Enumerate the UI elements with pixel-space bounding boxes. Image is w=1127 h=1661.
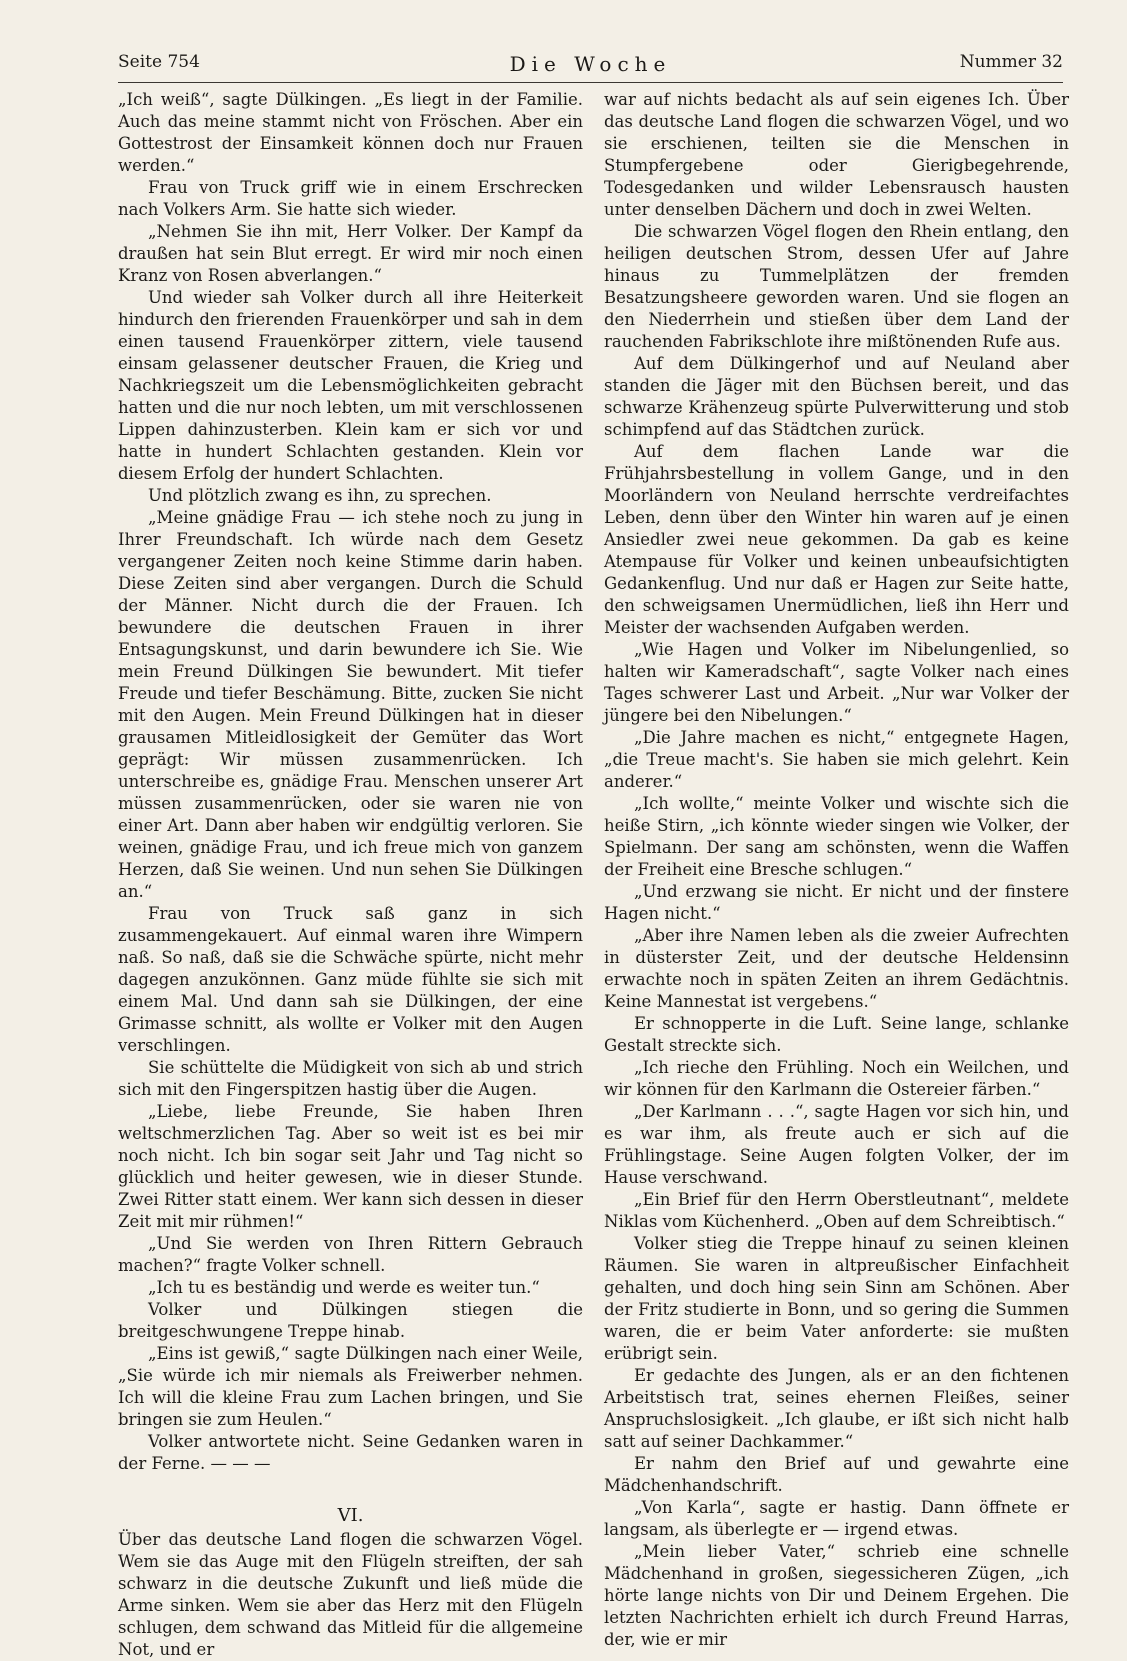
paragraph: Und wieder sah Volker durch all ihre Heiterkeit hindurch den frierenden Frauenkörper und sah in dem einen tausend Frauenkörper zittern, viele tausend einsam gelassener deutscher Frauen, die Krieg und Nachkriegszeit um die Lebensmöglichkeiten gebracht hatten und die nur noch lebten, um mit verschlossenen Lippen dahinzusterben. Klein kam er sich vor und hatte in hundert Schlachten gestanden. Klein vor diesem Erfolg der hundert Schlachten. xyxy=(118,288,583,483)
paragraph: „Ich tu es beständig und werde es weiter tun.“ xyxy=(148,1278,540,1297)
paragraph: Er schnopperte in die Luft. Seine lange, schlanke Gestalt streckte sich. xyxy=(604,1014,1069,1055)
paragraph: Auf dem flachen Lande war die Frühjahrsbestellung in vollem Gange, und in den Moorländern von Neuland herrschte verdreifachtes Leben, denn über den Winter hin waren auf je einen Ansiedler zwei neue gekommen. Da gab es keine Atempause für Volker und keinen unbeaufsichtigten Gedankenflug. Und nur daß er Hagen zur Seite hatte, den schweigsamen Unermüdlichen, ließ ihn Herr und Meister der wachsenden Aufgaben werden. xyxy=(604,442,1069,637)
section-number: VI. xyxy=(337,1505,364,1526)
paragraph: Volker antwortete nicht. Seine Gedanken waren in der Ferne. — — — xyxy=(118,1432,583,1473)
paragraph: Frau von Truck saß ganz in sich zusammengekauert. Auf einmal waren ihre Wimpern naß. So naß, daß sie die Schwäche spürte, nicht mehr dagegen anzukönnen. Ganz müde fühlte sie sich mit einem Mal. Und dann sah sie Dülkingen, der eine Grimasse schnitt, als wollte er Volker mit den Augen verschlingen. xyxy=(118,904,583,1055)
header-rule xyxy=(118,82,1063,83)
paragraph: „Meine gnädige Frau — ich stehe noch zu jung in Ihrer Freundschaft. Ich würde nach dem Gesetz vergangener Zeiten noch keine Stimme darin haben. Diese Zeiten sind aber vergangen. Durch die Schuld der Männer. Nicht durch die der Frauen. Ich bewundere die deutschen Frauen in ihrer Entsagungskunst, und darin bewundere ich Sie. Wie mein Freund Dülkingen Sie bewundert. Mit tiefer Freude und tiefer Beschämung. Bitte, zucken Sie nicht mit den Augen. Mein Freund Dülkingen hat in dieser grausamen Mitleidlosigkeit der Gemüter das Wort geprägt: Wir müssen zusammenrücken. Ich unterschreibe es, gnädige Frau. Menschen unserer Art müssen zusammenrücken, oder sie waren nie von einer Art. Dann aber haben wir endgültig verloren. Sie weinen, gnädige Frau, und ich freue mich von ganzem Herzen, daß Sie weinen. Und nun sehen Sie Dülkingen an.“ xyxy=(118,508,583,901)
paragraph: „Mein lieber Vater,“ schrieb eine schnelle Mädchenhand in großen, siegessicheren Zügen, „ich hörte lange nichts von Dir und Deinem Ergehen. Die letzten Nachrichten erhielt ich durch Freund Harras, der, wie er mir xyxy=(604,1542,1069,1649)
paragraph: „Eins ist gewiß,“ sagte Dülkingen nach einer Weile, „Sie würde ich mir niemals als Freiwerber nehmen. Ich will die kleine Frau zum Lachen bringen, und Sie bringen sie zum Heulen.“ xyxy=(118,1344,583,1429)
left-column xyxy=(118,89,583,1661)
page-number: Seite 754 xyxy=(118,52,200,72)
paragraph: „Von Karla“, sagte er hastig. Dann öffnete er langsam, als überlegte er — irgend etwas. xyxy=(604,1498,1069,1539)
page-header xyxy=(118,52,1063,76)
paragraph: Volker stieg die Treppe hinauf zu seinen kleinen Räumen. Sie waren in altpreußischer Einfachheit gehalten, und doch hing sein Sinn am Schönen. Aber der Fritz studierte in Bonn, und so gering die Summen waren, die er beim Vater anforderte: sie mußten erübrigt sein. xyxy=(604,1234,1069,1363)
paragraph: „Der Karlmann . . .“, sagte Hagen vor sich hin, und es war ihm, als freute auch er sich auf die Frühlingstage. Seine Augen folgten Volker, der im Hause verschwand. xyxy=(604,1102,1069,1187)
paragraph: Auf dem Dülkingerhof und auf Neuland aber standen die Jäger mit den Büchsen bereit, und das schwarze Krähenzeug spürte Pulverwitterung und stob schimpfend auf das Städtchen zurück. xyxy=(604,354,1069,439)
paragraph: „Ich rieche den Frühling. Noch ein Weilchen, und wir können für den Karlmann die Ostereier färben.“ xyxy=(604,1058,1069,1099)
paragraph: „Ich weiß“, sagte Dülkingen. „Es liegt in der Familie. Auch das meine stammt nicht von Fröschen. Aber ein Gottestrost der Einsamkeit können doch nur Frauen werden.“ xyxy=(118,90,583,175)
paragraph: „Und Sie werden von Ihren Rittern Gebrauch machen?“ fragte Volker schnell. xyxy=(118,1234,583,1275)
paragraph: Er gedachte des Jungen, als er an den fichtenen Arbeitstisch trat, seines ehernen Fleißes, seiner Anspruchslosigkeit. „Ich glaube, er ißt sich nicht halb satt auf seiner Dachkammer.“ xyxy=(604,1366,1069,1451)
paragraph: „Liebe, liebe Freunde, Sie haben Ihren weltschmerzlichen Tag. Aber so weit ist es bei mir noch nicht. Ich bin sogar seit Jahr und Tag nicht so glücklich und heiter gewesen, wie in dieser Stunde. Zwei Ritter statt einem. Wer kann sich dessen in dieser Zeit mit mir rühmen!“ xyxy=(118,1102,583,1231)
paragraph: war auf nichts bedacht als auf sein eigenes Ich. Über das deutsche Land flogen die schwarzen Vögel, und wo sie erschienen, teilten sie die Menschen in Stumpfergebene oder Gierigbegehrende, Todesgedanken und wilder Lebensrausch hausten unter denselben Dächern und doch in zwei Welten. xyxy=(604,90,1069,219)
paragraph: Volker und Dülkingen stiegen die breitgeschwungene Treppe hinab. xyxy=(118,1300,583,1341)
paragraph: Und plötzlich zwang es ihn, zu sprechen. xyxy=(148,486,492,505)
paragraph: „Aber ihre Namen leben als die zweier Aufrechten in düsterster Zeit, und der deutsche Heldensinn erwachte noch in späten Zeiten an ihrem Gedächtnis. Keine Mannestat ist vergebens.“ xyxy=(604,926,1069,1011)
issue-number: Nummer 32 xyxy=(959,52,1063,72)
right-column xyxy=(604,89,1069,1651)
paragraph: Über das deutsche Land flogen die schwarzen Vögel. Wem sie das Auge mit den Flügeln streiften, der sah schwarz in die deutsche Zukunft und ließ müde die Arme sinken. Wem sie aber das Herz mit den Flügeln schlugen, dem schwand das Mitleid für die allgemeine Not, und er xyxy=(118,1530,583,1659)
paragraph: „Ein Brief für den Herrn Oberstleutnant“, meldete Niklas vom Küchenherd. „Oben auf dem Schreibtisch.“ xyxy=(604,1190,1069,1231)
paragraph: „Wie Hagen und Volker im Nibelungenlied, so halten wir Kameradschaft“, sagte Volker nach eines Tages schwerer Last und Arbeit. „Nur war Volker der jüngere bei den Nibelungen.“ xyxy=(604,640,1069,725)
magazine-title: Die Woche xyxy=(509,52,672,76)
paragraph: „Nehmen Sie ihn mit, Herr Volker. Der Kampf da draußen hat sein Blut erregt. Er wird mir noch einen Kranz von Rosen abverlangen.“ xyxy=(118,222,583,285)
paragraph: Sie schüttelte die Müdigkeit von sich ab und strich sich mit den Fingerspitzen hastig über die Augen. xyxy=(118,1058,583,1099)
paragraph: „Ich wollte,“ meinte Volker und wischte sich die heiße Stirn, „ich könnte wieder singen wie Volker, der Spielmann. Der sang am schönsten, wenn die Waffen der Freiheit eine Bresche schlugen.“ xyxy=(604,794,1069,879)
paragraph: „Die Jahre machen es nicht,“ entgegnete Hagen, „die Treue macht's. Sie haben sie mich gelehrt. Kein anderer.“ xyxy=(604,728,1069,791)
paragraph: Frau von Truck griff wie in einem Erschrecken nach Volkers Arm. Sie hatte sich wieder. xyxy=(118,178,583,219)
paragraph: Er nahm den Brief auf und gewahrte eine Mädchenhandschrift. xyxy=(604,1454,1069,1495)
paragraph: Die schwarzen Vögel flogen den Rhein entlang, den heiligen deutschen Strom, dessen Ufer auf Jahre hinaus zu Tummelplätzen der fremden Besatzungsheere geworden waren. Und sie flogen an den Niederrhein und stießen über dem Land der rauchenden Fabrikschlote ihre mißtönenden Rufe aus. xyxy=(604,222,1069,351)
paragraph: „Und erzwang sie nicht. Er nicht und der finstere Hagen nicht.“ xyxy=(604,882,1069,923)
